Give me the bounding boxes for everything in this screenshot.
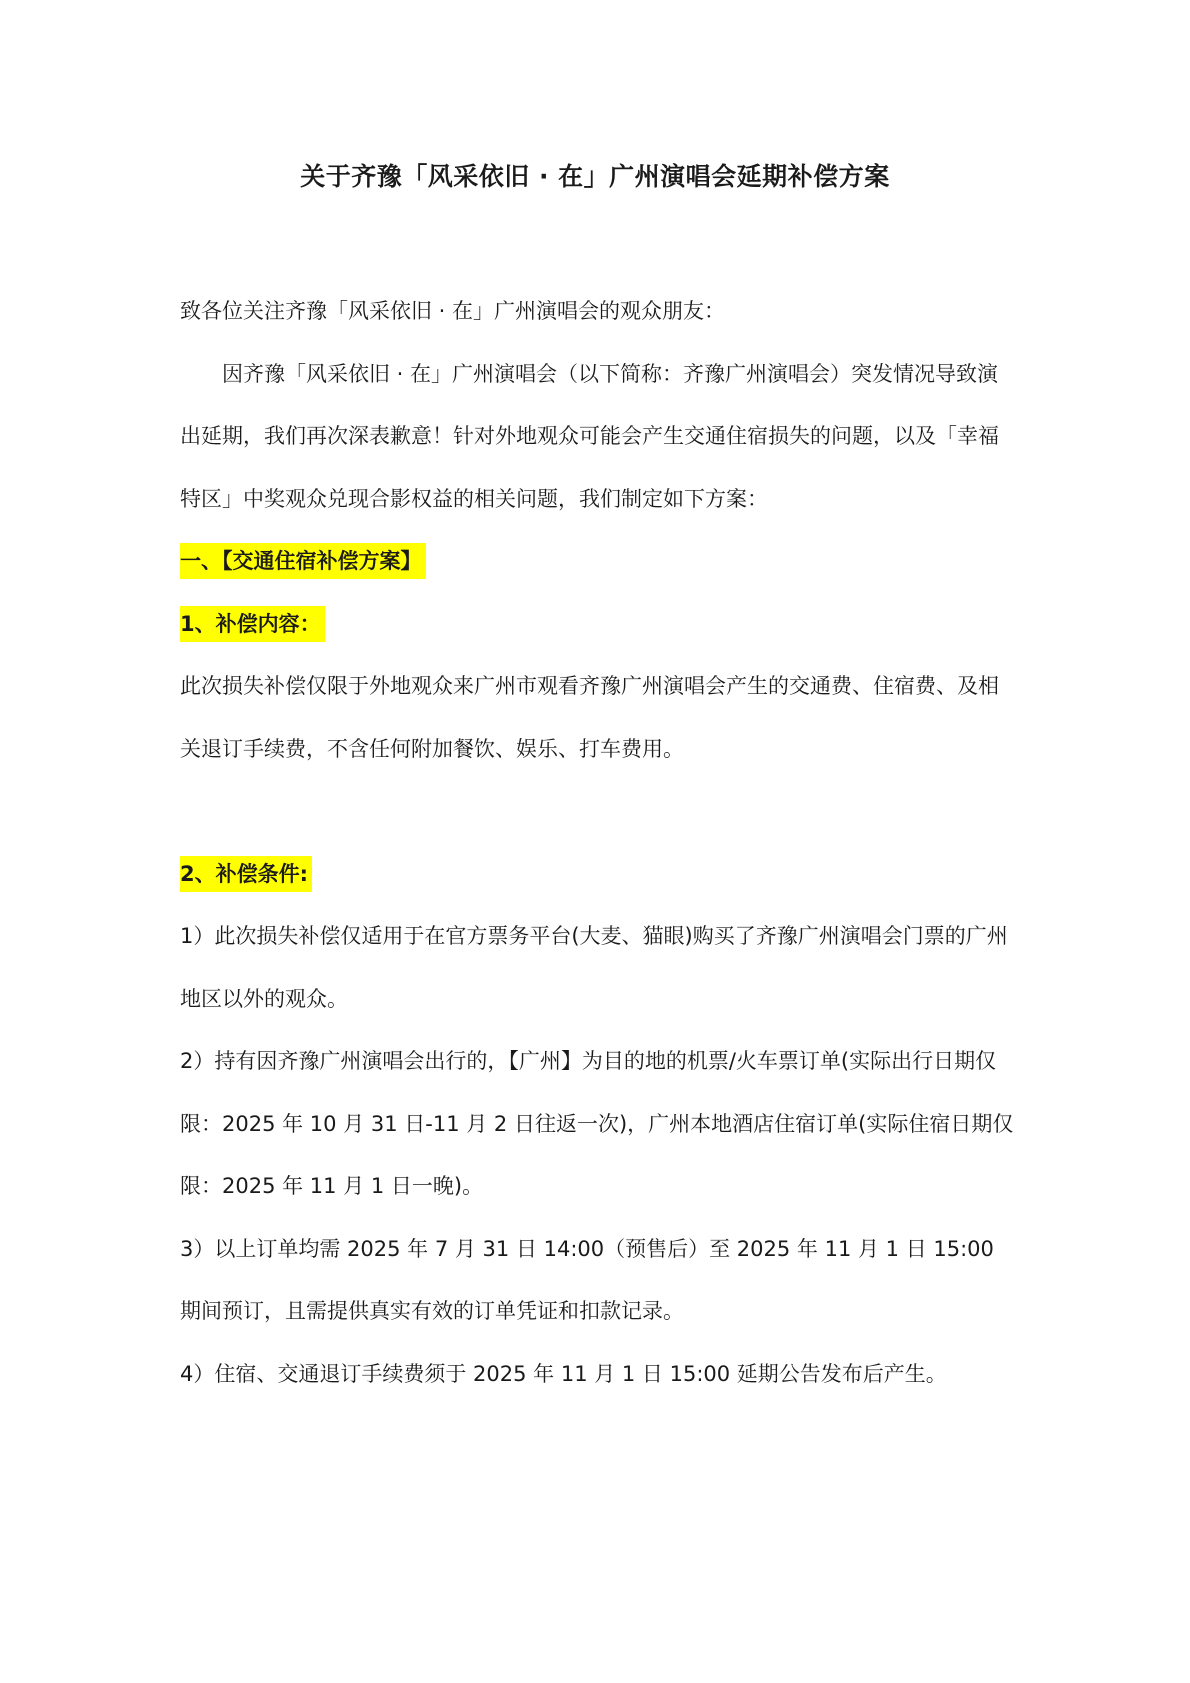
condition-item: 4）住宿、交通退订手续费须于 2025 年 11 月 1 日 15:00 延期公告发布后产生。 — [180, 1361, 947, 1386]
condition-item: 1）此次损失补偿仅适用于在官方票务平台(大麦、猫眼)购买了齐豫广州演唱会门票的广州地区以外的观众。 — [180, 924, 1008, 1011]
compensation-content-paragraph: 此次损失补偿仅限于外地观众来广州市观看齐豫广州演唱会产生的交通费、住宿费、及相关退订手续费，不含任何附加餐饮、娱乐、打车费用。 — [180, 674, 999, 761]
subsection-1-heading-text: 1、补偿内容： — [180, 606, 325, 642]
paragraph-spacer — [180, 780, 1015, 843]
greeting-paragraph: 致各位关注齐豫「风采依旧 · 在」广州演唱会的观众朋友： — [180, 299, 726, 323]
document-body — [180, 280, 1015, 1405]
condition-item: 2）持有因齐豫广州演唱会出行的，【广州】为目的地的机票/火车票订单(实际出行日期仅限：2025 年 10 月 31 日-11 月 2 日往返一次)，广州本地酒店住宿订单(实际住宿日期仅限：2025 年 11 月 1 日一晚)。 — [180, 1049, 1014, 1198]
section-1-heading-text: 一、【交通住宿补偿方案】 — [180, 543, 426, 579]
condition-item: 3）以上订单均需 2025 年 7 月 31 日 14:00（预售后）至 2025 年 11 月 1 日 15:00 期间预订，且需提供真实有效的订单凭证和扣款记录。 — [180, 1236, 994, 1323]
subsection-2-heading — [180, 843, 1015, 906]
subsection-2-heading-text: 2、补偿条件: — [180, 856, 312, 892]
section-1-heading — [180, 530, 1015, 593]
document-title: 关于齐豫「风采依旧 · 在」广州演唱会延期补偿方案 — [300, 162, 890, 191]
intro-paragraph: 因齐豫「风采依旧 · 在」广州演唱会（以下简称：齐豫广州演唱会）突发情况导致演出延期，我们再次深表歉意！针对外地观众可能会产生交通住宿损失的问题，以及「幸福特区」中奖观众兑现合影权益的相关问题，我们制定如下方案： — [180, 361, 999, 511]
subsection-1-heading — [180, 593, 1015, 656]
